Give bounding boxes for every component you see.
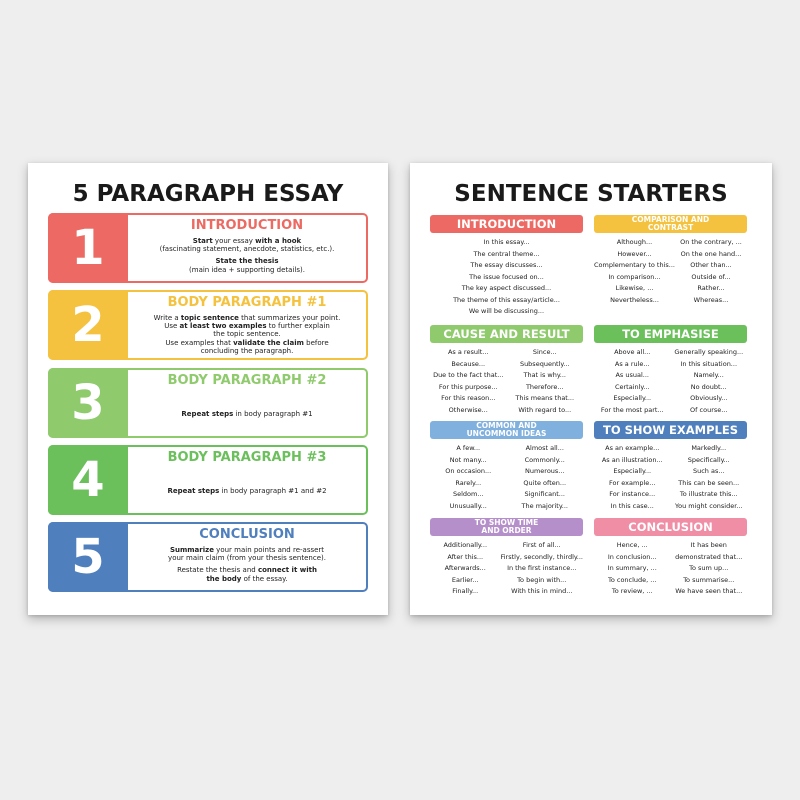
starter-phrase: In comparison... xyxy=(608,272,661,281)
section-content xyxy=(130,373,364,434)
starter-phrase: Certainly... xyxy=(614,382,650,391)
starter-phrase: Rarely... xyxy=(455,478,482,487)
starter-phrase: Quite often... xyxy=(523,478,567,487)
starter-phrase: Namely... xyxy=(693,371,724,379)
starter-phrase: As an example... xyxy=(605,444,660,452)
section-number: 1 xyxy=(48,213,128,283)
section-text-line: Write a topic sentence that summarizes your point. xyxy=(153,314,341,322)
section-text-line: the topic sentence. xyxy=(213,330,281,339)
starter-phrase: For this reason... xyxy=(441,394,496,402)
section-heading: BODY PARAGRAPH #2 xyxy=(167,373,327,388)
starter-phrase: First of all... xyxy=(522,541,561,549)
starter-category xyxy=(430,421,583,512)
starter-phrase: The issue focused on... xyxy=(469,272,544,281)
starter-category xyxy=(594,325,747,416)
starter-phrase: Rather... xyxy=(697,284,725,292)
starter-phrase: As an illustration... xyxy=(601,455,663,464)
starter-phrase: Unusually... xyxy=(449,501,487,510)
starter-phrase: Seldom... xyxy=(452,490,484,498)
starter-phrase: To conclude, ... xyxy=(607,575,657,584)
section-content xyxy=(130,218,364,279)
starter-phrase: The key aspect discussed... xyxy=(461,284,552,292)
starter-phrase: To sum up... xyxy=(689,564,729,572)
starter-phrase: Specifically... xyxy=(687,455,730,464)
essay-section-1 xyxy=(48,213,368,283)
starter-phrase: Otherwise... xyxy=(448,405,488,414)
starter-phrase: After this... xyxy=(447,552,484,561)
starter-category xyxy=(430,325,583,416)
starter-phrase: Significant... xyxy=(524,490,565,498)
starter-phrase: Because... xyxy=(451,359,486,368)
section-number: 2 xyxy=(48,290,128,360)
starter-phrase: Therefore... xyxy=(525,382,564,391)
sentence-starters-poster xyxy=(410,163,772,615)
starter-phrase: Although... xyxy=(616,238,653,246)
starter-phrase: Since... xyxy=(532,348,557,356)
starter-phrase: Hence, ... xyxy=(616,541,648,549)
section-text-line: Repeat steps in body paragraph #1 and #2 xyxy=(167,487,327,495)
starter-column xyxy=(671,347,748,416)
starter-column xyxy=(507,443,584,512)
starter-category xyxy=(594,421,747,512)
starter-phrase: It has been xyxy=(690,541,727,549)
starter-phrase: Markedly... xyxy=(691,444,727,452)
starter-column xyxy=(507,347,584,416)
starter-phrase: Above all... xyxy=(614,348,651,356)
essay-section-3 xyxy=(48,368,368,438)
starter-phrase: As a rule... xyxy=(614,359,650,368)
poster-title: 5 PARAGRAPH ESSAY xyxy=(72,181,344,207)
starter-phrase: demonstrated that... xyxy=(675,552,743,561)
section-heading: INTRODUCTION xyxy=(190,218,304,233)
starter-phrase: This means that... xyxy=(515,394,575,402)
section-text-line: Repeat steps in body paragraph #1 xyxy=(181,410,313,418)
category-heading: CONCLUSION xyxy=(594,518,747,536)
starter-phrase: Especially... xyxy=(613,467,652,475)
starter-phrase: You might consider... xyxy=(674,501,743,510)
five-paragraph-essay-poster xyxy=(28,163,388,615)
starter-phrase: With this in mind... xyxy=(511,587,573,595)
starter-phrase: We have seen that... xyxy=(675,587,743,595)
starter-category xyxy=(594,518,747,598)
starter-category xyxy=(430,518,583,598)
starter-column xyxy=(671,540,748,598)
starter-phrase: Of course... xyxy=(690,405,728,414)
essay-section-5 xyxy=(48,522,368,592)
section-heading: BODY PARAGRAPH #3 xyxy=(167,450,327,465)
starter-phrase: The majority... xyxy=(521,501,568,510)
section-text-line: concluding the paragraph. xyxy=(200,346,294,355)
category-heading: TO SHOW EXAMPLES xyxy=(594,421,747,439)
category-heading: CAUSE AND RESULT xyxy=(430,325,583,343)
starter-column xyxy=(500,540,583,598)
category-heading: TO EMPHASISE xyxy=(594,325,747,343)
starter-phrase: For example... xyxy=(609,478,656,487)
starter-phrase: That is why... xyxy=(523,371,566,379)
starter-category xyxy=(594,215,747,306)
section-heading: BODY PARAGRAPH #1 xyxy=(167,295,327,310)
section-text-line: (fascinating statement, anecdote, statistics, etc.). xyxy=(159,245,335,254)
starter-phrase: To illustrate this... xyxy=(679,490,738,498)
starter-phrase: On the one hand... xyxy=(680,249,742,258)
starter-phrase: Not many... xyxy=(449,455,487,464)
starter-phrase: Complementary to this... xyxy=(594,261,675,269)
starter-phrase: Such as... xyxy=(692,467,725,475)
starter-phrase: The theme of this essay/article... xyxy=(453,295,560,304)
starter-phrase: In this essay... xyxy=(483,238,530,246)
starter-phrase: As usual... xyxy=(615,371,649,379)
essay-section-4 xyxy=(48,445,368,515)
section-text-line: Use examples that validate the claim before xyxy=(165,338,329,347)
starter-phrase: Earlier... xyxy=(451,575,479,584)
starter-phrase: For this purpose... xyxy=(438,382,498,391)
starter-phrase: Whereas... xyxy=(693,295,729,304)
starter-phrase: However... xyxy=(617,249,652,258)
section-number: 3 xyxy=(48,368,128,438)
starter-phrase: Commonly... xyxy=(524,455,565,464)
starter-phrase: To begin with... xyxy=(517,575,567,584)
starter-phrase: In this case... xyxy=(610,501,654,510)
starter-phrase: The central theme... xyxy=(473,249,540,258)
starter-column xyxy=(430,237,583,318)
starter-phrase: Obviously... xyxy=(690,394,728,402)
starter-phrase: With regard to... xyxy=(518,405,572,414)
starter-phrase: Nevertheless... xyxy=(610,295,659,304)
poster-title: SENTENCE STARTERS xyxy=(454,181,728,207)
essay-section-2 xyxy=(48,290,368,360)
starter-phrase: Outside of... xyxy=(691,272,731,281)
starter-phrase: Other than... xyxy=(690,261,732,269)
starter-phrase: Additionally... xyxy=(443,541,488,549)
starter-phrase: In this situation... xyxy=(680,359,738,368)
starter-phrase: On occasion... xyxy=(445,467,492,475)
category-heading: TO SHOW TIME AND ORDER xyxy=(430,518,583,536)
starter-phrase: Afterwards... xyxy=(444,564,486,572)
section-text-line: your main claim (from your thesis sentence). xyxy=(168,554,326,563)
starter-column xyxy=(675,237,747,306)
starter-phrase: This can be seen... xyxy=(678,478,740,487)
starter-phrase: For the most part... xyxy=(600,405,664,414)
starter-column xyxy=(671,443,748,512)
section-content xyxy=(130,295,364,356)
section-number: 4 xyxy=(48,445,128,515)
starter-phrase: We will be discussing... xyxy=(468,307,545,315)
starter-column xyxy=(430,347,507,416)
starter-phrase: To review, ... xyxy=(611,587,653,595)
section-text-line: (main idea + supporting details). xyxy=(189,265,305,274)
starter-column xyxy=(430,540,500,598)
starter-phrase: Likewise, ... xyxy=(615,284,654,292)
section-content xyxy=(130,450,364,511)
category-heading: COMMON AND UNCOMMON IDEAS xyxy=(430,421,583,439)
starter-phrase: Almost all... xyxy=(525,444,564,452)
starter-phrase: A few... xyxy=(456,444,481,452)
category-heading: INTRODUCTION xyxy=(430,215,583,233)
starter-phrase: Subsequently... xyxy=(519,359,570,368)
starter-phrase: As a result... xyxy=(447,348,489,356)
starter-phrase: Especially... xyxy=(613,394,652,402)
starter-phrase: On the contrary, ... xyxy=(680,238,742,246)
starter-phrase: In conclusion... xyxy=(607,552,657,561)
starter-phrase: For instance... xyxy=(609,490,656,498)
starter-column xyxy=(594,443,671,512)
starter-column xyxy=(594,237,675,306)
section-text-line: Summarize your main points and re-assert xyxy=(169,546,325,554)
starter-column xyxy=(594,347,671,416)
section-text-line: Use at least two examples to further explain xyxy=(164,322,330,331)
starter-phrase: The essay discusses... xyxy=(470,261,543,269)
section-text-line: Start your essay with a hook xyxy=(192,237,302,245)
starter-phrase: Due to the fact that... xyxy=(433,371,504,379)
section-number: 5 xyxy=(48,522,128,592)
starter-column xyxy=(430,443,507,512)
starter-phrase: In summary, ... xyxy=(607,564,657,572)
starter-phrase: Firstly, secondly, thirdly... xyxy=(500,552,583,561)
section-content xyxy=(130,527,364,588)
section-text-line: State the thesis xyxy=(215,257,279,266)
starter-column xyxy=(594,540,671,598)
section-text-line: Restate the thesis and connect it with xyxy=(177,566,317,575)
category-heading: COMPARISON AND CONTRAST xyxy=(594,215,747,233)
starter-category xyxy=(430,215,583,318)
section-heading: CONCLUSION xyxy=(199,527,295,542)
starter-phrase: No doubt... xyxy=(690,382,727,391)
starter-phrase: Numerous... xyxy=(524,467,565,475)
starter-phrase: To summarise... xyxy=(683,575,735,584)
section-text-line: the body of the essay. xyxy=(206,574,288,583)
starter-phrase: Generally speaking... xyxy=(674,348,744,356)
starter-phrase: In the first instance... xyxy=(507,564,577,572)
starter-phrase: Finally... xyxy=(452,587,479,595)
